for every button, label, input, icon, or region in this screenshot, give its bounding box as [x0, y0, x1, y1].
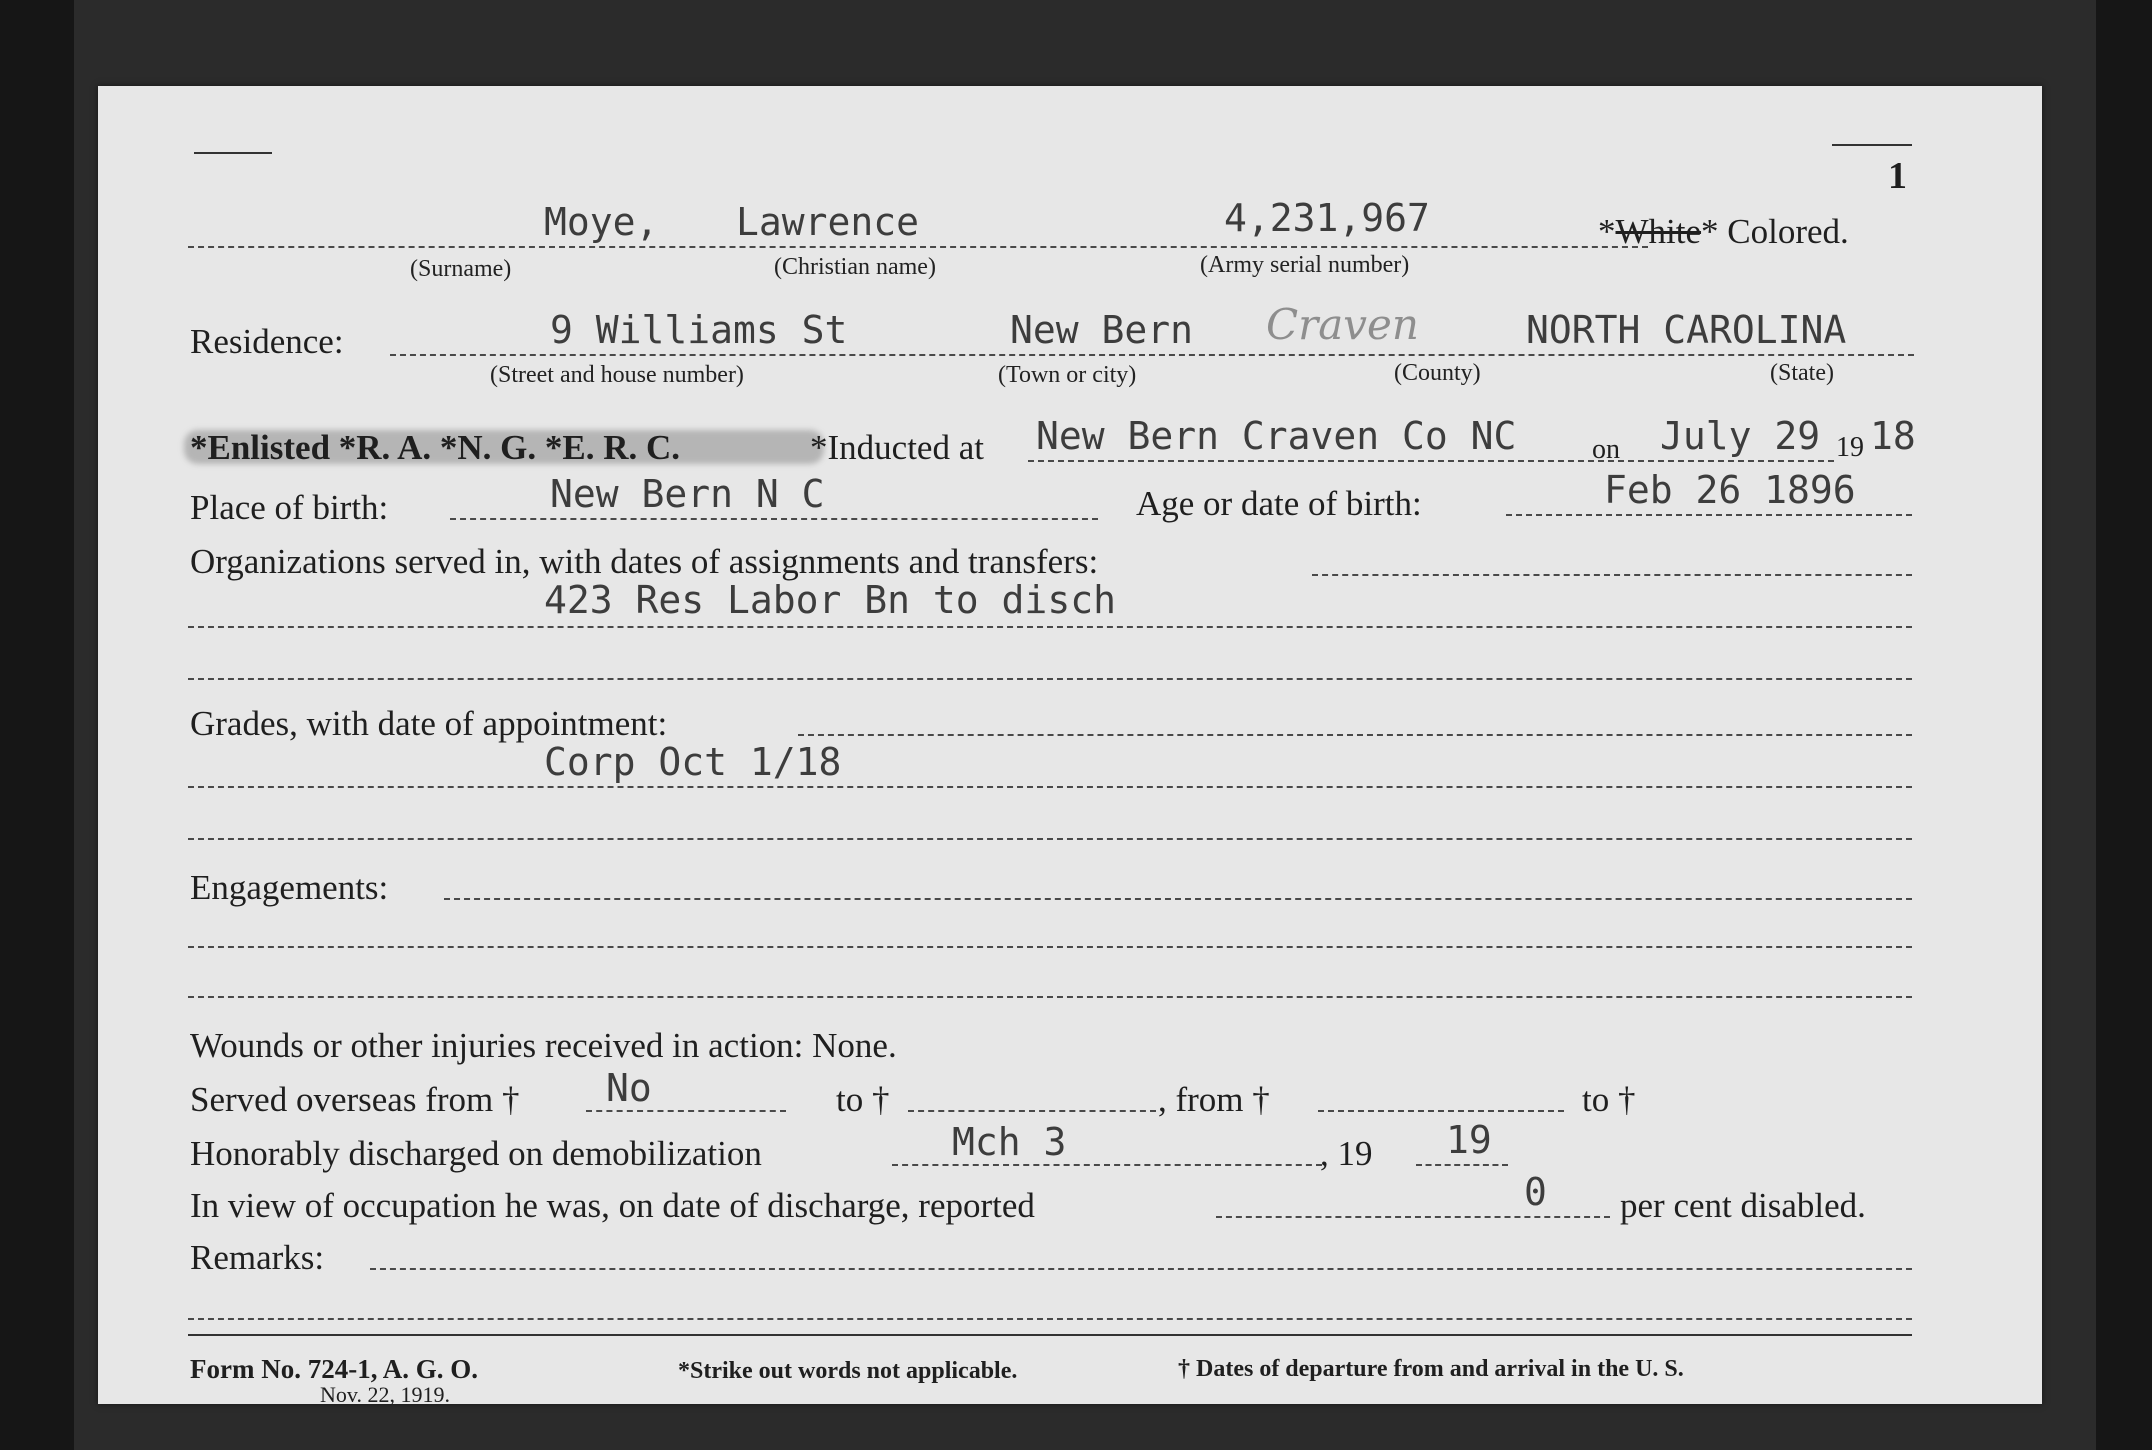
race-field: *White* Colored.: [1598, 212, 1849, 251]
discharge-date-value: Mch 3: [952, 1120, 1067, 1164]
residence-county: Craven: [1266, 300, 1419, 349]
inducted-year: 18: [1870, 414, 1916, 458]
inducted-date: July 29: [1660, 414, 1821, 458]
organizations-line-3: [188, 678, 1912, 680]
serial-number-value: 4,231,967: [1224, 196, 1430, 240]
christian-name-value: Lawrence: [736, 200, 920, 244]
top-left-rule: [194, 152, 272, 154]
surname-caption: (Surname): [410, 256, 512, 282]
inducted-year-prefix: 19: [1836, 432, 1864, 463]
residence-label: Residence:: [190, 322, 344, 361]
wounds-field: Wounds or other injuries received in action: None.: [190, 1026, 897, 1065]
overseas-from-line: [586, 1110, 786, 1112]
grades-label: Grades, with date of appointment:: [190, 704, 668, 743]
remarks-label: Remarks:: [190, 1238, 325, 1277]
form-number: Form No. 724-1, A. G. O.: [190, 1354, 478, 1384]
organizations-line-1: [1312, 574, 1912, 576]
grades-line-2: [188, 786, 1912, 788]
overseas-to-line-1: [908, 1110, 1156, 1112]
discharge-year-prefix: , 19: [1320, 1134, 1373, 1173]
inducted-at-label: *Inducted at: [810, 428, 984, 467]
street-caption: (Street and house number): [490, 362, 744, 388]
per-cent-label: per cent disabled.: [1620, 1186, 1866, 1225]
dates-note: † Dates of departure from and arrival in the U. S.: [1178, 1356, 1684, 1382]
grades-line-1: [798, 734, 1912, 736]
overseas-from-label-2: , from †: [1158, 1080, 1270, 1119]
engagements-line-1: [444, 898, 1912, 900]
scan-edge-right: [2096, 0, 2152, 1450]
christian-name-caption: (Christian name): [774, 254, 936, 280]
discharge-date-line: [892, 1164, 1322, 1166]
discharged-label: Honorably discharged on demobilization: [190, 1134, 762, 1173]
overseas-to-label-1: to †: [836, 1080, 890, 1119]
overseas-from-line-2: [1318, 1110, 1564, 1112]
form-date: Nov. 22, 1919.: [320, 1382, 450, 1407]
residence-line: [390, 354, 1914, 356]
overseas-to-label-2: to †: [1582, 1080, 1636, 1119]
county-caption: (County): [1394, 360, 1481, 386]
name-line: [188, 246, 1648, 248]
remarks-line-2: [188, 1318, 1912, 1320]
discharge-year-line: [1416, 1164, 1508, 1166]
engagements-line-2: [188, 946, 1912, 948]
occupation-label: In view of occupation he was, on date of discharge, reported: [190, 1186, 1035, 1225]
card-number: 1: [1888, 155, 1907, 197]
inducted-place: New Bern Craven Co NC: [1036, 414, 1517, 458]
organizations-label: Organizations served in, with dates of assignments and transfers:: [190, 542, 1099, 581]
place-of-birth-label: Place of birth:: [190, 488, 389, 527]
age-dob-label: Age or date of birth:: [1136, 484, 1422, 523]
place-of-birth-line: [450, 518, 1098, 520]
remarks-line-1: [370, 1268, 1912, 1270]
race-colored: Colored.: [1727, 212, 1849, 251]
on-label: on: [1592, 434, 1620, 465]
strike-note: *Strike out words not applicable.: [678, 1358, 1018, 1384]
residence-state: NORTH CAROLINA: [1526, 308, 1847, 352]
race-struck-white: White: [1615, 212, 1702, 251]
engagements-line-3: [188, 996, 1912, 998]
state-caption: (State): [1770, 360, 1834, 386]
grades-value: Corp Oct 1/18: [544, 740, 842, 784]
surname-value: Moye,: [544, 200, 659, 244]
organizations-value: 423 Res Labor Bn to disch: [544, 578, 1116, 622]
serial-caption: (Army serial number): [1200, 252, 1410, 278]
residence-town: New Bern: [1010, 308, 1194, 352]
top-right-rule: [1832, 144, 1912, 146]
place-of-birth-value: New Bern N C: [550, 472, 825, 516]
occupation-line: [1216, 1216, 1610, 1218]
scan-edge-left: [0, 0, 74, 1450]
organizations-line-2: [188, 626, 1912, 628]
footer-rule: [188, 1334, 1912, 1336]
enlisted-struck-label: *Enlisted *R. A. *N. G. *E. R. C.: [190, 428, 681, 467]
engagements-label: Engagements:: [190, 868, 389, 907]
residence-street: 9 Williams St: [550, 308, 848, 352]
served-overseas-label: Served overseas from †: [190, 1080, 520, 1119]
dob-line: [1506, 514, 1912, 516]
town-caption: (Town or city): [998, 362, 1137, 388]
wounds-value: None.: [812, 1026, 897, 1065]
dob-value: Feb 26 1896: [1604, 468, 1856, 512]
discharge-year-value: 19: [1446, 1118, 1492, 1162]
disability-percent-value: 0: [1524, 1170, 1547, 1214]
overseas-from-value: No: [606, 1066, 652, 1110]
inducted-line: [1028, 460, 1834, 462]
grades-line-3: [188, 838, 1912, 840]
service-record-card: [98, 86, 2042, 1407]
